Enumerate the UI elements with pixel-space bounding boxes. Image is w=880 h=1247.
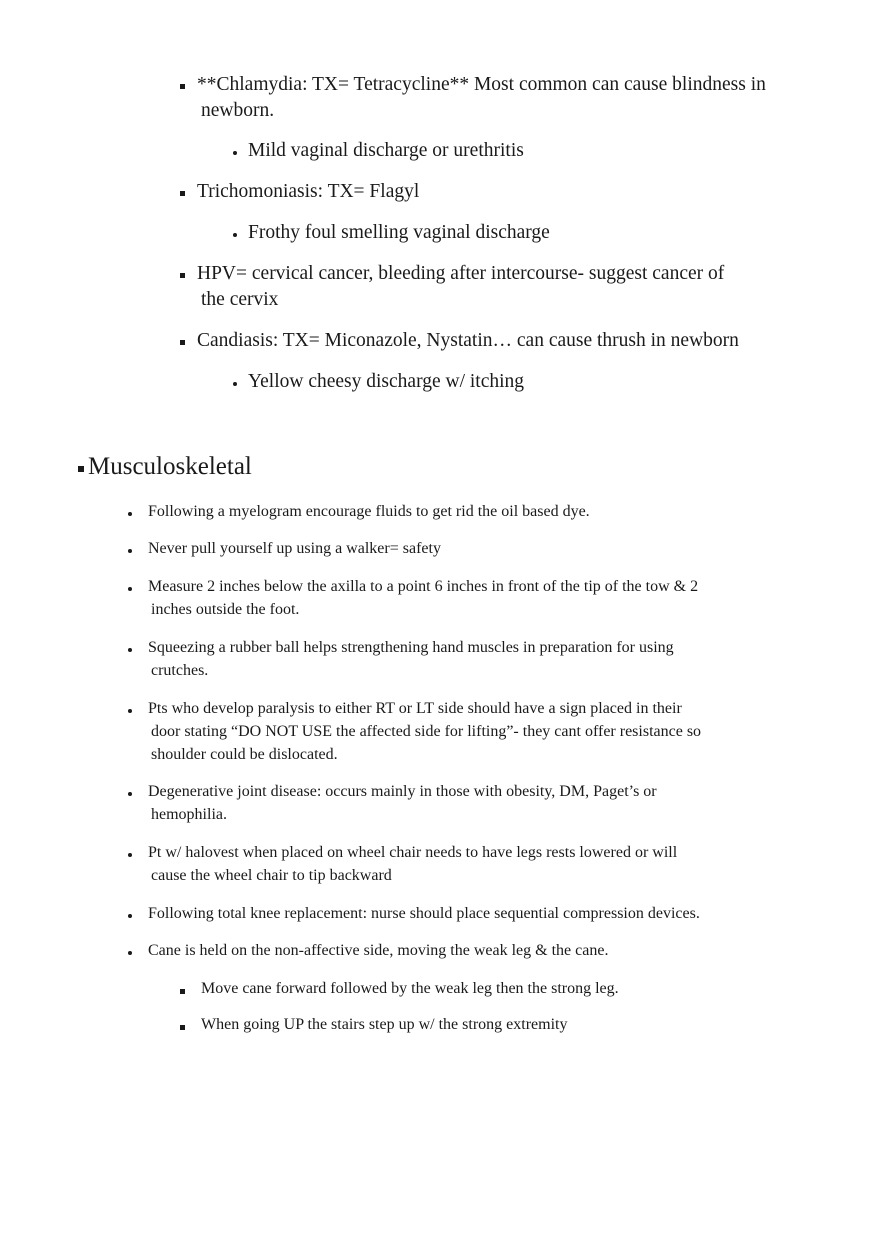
trichomoniasis-subitem-text: Frothy foul smelling vaginal discharge	[248, 222, 550, 243]
msk-item-text-line3: shoulder could be dislocated.	[151, 746, 338, 763]
round-bullet-icon	[128, 709, 132, 713]
msk-item-text: Following a myelogram encourage fluids to get rid the oil based dye.	[148, 503, 590, 520]
square-bullet-icon	[78, 466, 84, 472]
msk-item-text-line2: inches outside the foot.	[151, 601, 300, 618]
msk-item-text-line1: Pts who develop paralysis to either RT or LT side should have a sign placed in their	[148, 700, 682, 717]
chlamydia-text-line1: **Chlamydia: TX= Tetracycline** Most common can cause blindness in	[197, 74, 766, 95]
round-bullet-icon	[128, 512, 132, 516]
square-bullet-icon	[180, 1025, 185, 1030]
msk-item-text: Cane is held on the non-affective side, moving the weak leg & the cane.	[148, 942, 609, 959]
round-bullet-icon	[128, 549, 132, 553]
msk-item-text: Never pull yourself up using a walker= safety	[148, 540, 441, 557]
msk-item-text-line1: Squeezing a rubber ball helps strengthening hand muscles in preparation for using	[148, 639, 674, 656]
round-bullet-icon	[128, 648, 132, 652]
msk-subitem-text: When going UP the stairs step up w/ the strong extremity	[201, 1016, 568, 1033]
section-title: Musculoskeletal	[88, 453, 252, 480]
round-bullet-icon	[128, 587, 132, 591]
round-bullet-icon	[233, 151, 237, 155]
square-bullet-icon	[180, 84, 185, 89]
round-bullet-icon	[128, 951, 132, 955]
square-bullet-icon	[180, 989, 185, 994]
msk-item-text-line2: hemophilia.	[151, 806, 227, 823]
candiasis-text: Candiasis: TX= Miconazole, Nystatin… can cause thrush in newborn	[197, 330, 739, 351]
round-bullet-icon	[128, 853, 132, 857]
round-bullet-icon	[233, 233, 237, 237]
msk-item-text-line2: cause the wheel chair to tip backward	[151, 867, 392, 884]
msk-subitem-text: Move cane forward followed by the weak leg then the strong leg.	[201, 980, 619, 997]
msk-item-text-line2: crutches.	[151, 662, 209, 679]
chlamydia-subitem-text: Mild vaginal discharge or urethritis	[248, 140, 524, 161]
round-bullet-icon	[128, 792, 132, 796]
round-bullet-icon	[233, 382, 237, 386]
msk-item-text-line1: Pt w/ halovest when placed on wheel chair needs to have legs rests lowered or will	[148, 844, 678, 861]
msk-item-text-line1: Degenerative joint disease: occurs mainly in those with obesity, DM, Paget’s or	[148, 783, 657, 800]
msk-item-text-line1: Measure 2 inches below the axilla to a point 6 inches in front of the tip of the tow & 2	[148, 578, 699, 595]
trichomoniasis-text: Trichomoniasis: TX= Flagyl	[197, 181, 420, 202]
round-bullet-icon	[128, 914, 132, 918]
msk-item-text-line2: door stating “DO NOT USE the affected side for lifting”- they cant offer resistance so	[151, 723, 702, 740]
msk-item-text: Following total knee replacement: nurse should place sequential compression devices.	[148, 905, 700, 922]
chlamydia-text-line2: newborn.	[201, 100, 275, 121]
hpv-text-line1: HPV= cervical cancer, bleeding after intercourse- suggest cancer of	[197, 263, 725, 284]
candiasis-subitem-text: Yellow cheesy discharge w/ itching	[248, 371, 525, 392]
square-bullet-icon	[180, 340, 185, 345]
square-bullet-icon	[180, 273, 185, 278]
square-bullet-icon	[180, 191, 185, 196]
hpv-text-line2: the cervix	[201, 289, 279, 310]
